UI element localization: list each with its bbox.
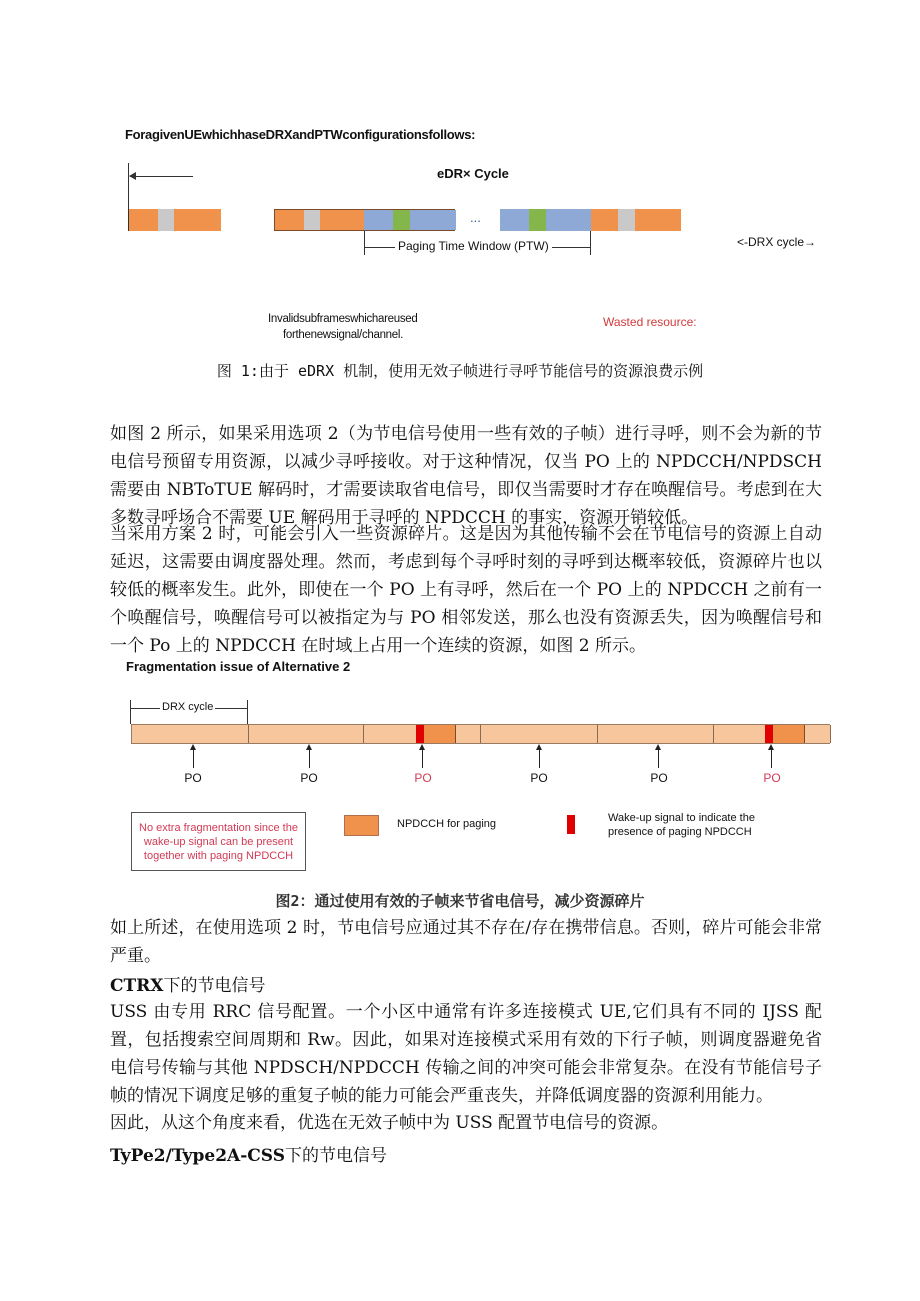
figure1-heading: ForagivenUEwhichhaseDRXandPTWconfigurationsfollows:: [125, 127, 476, 142]
heading-ctrx-rest: 下的节电信号: [163, 976, 266, 996]
po-label-paging: PO: [763, 771, 781, 785]
po-label: PO: [530, 771, 548, 785]
heading-ctrx: [110, 971, 266, 996]
po-label: PO: [300, 771, 318, 785]
po-arrow-icon: [539, 746, 540, 768]
paragraph-3: 如上所述，在使用选项 2 时，节电信号应通过其不存在/存在携带信息。否则，碎片可能会非常严重。: [110, 918, 822, 966]
po-arrow-icon: [422, 746, 423, 768]
po-arrow-icon: [309, 746, 310, 768]
po-label-paging: PO: [414, 771, 432, 785]
heading-css-bold: TyPe2/Type2A-CSS: [110, 1146, 285, 1166]
ptw-label: Paging Time Window (PTW): [395, 239, 552, 253]
legend-wakeup-swatch: [567, 815, 575, 834]
ptw-end-line: [590, 231, 591, 255]
timeline-bar: [131, 724, 830, 744]
drx-start-line: [130, 700, 131, 724]
heading-ctrx-bold: CTRX: [110, 976, 164, 996]
invalid-subframes-note: [268, 311, 418, 343]
arrow-left-icon: [129, 172, 136, 180]
paragraph-4: USS 由专用 RRC 信号配置。一个小区中通常有许多连接模式 UE,它们具有不同的 IJSS 配置，包括搜索空间周期和 Rw。因此，如果对连接模式采用有效的下行子帧，则调度器避免省电信号传输与其他 NPDSCH/NPDCCH 传输之间的冲突可能会非常复杂。在没有节能信号子帧的情况下调度足够的重复子帧的能力可能会严重丧失，并降低调度器的资源利用能力。: [110, 1002, 822, 1106]
ellipsis: ...: [470, 210, 481, 225]
po-arrow-icon: [771, 746, 772, 768]
figure1-cycle-arrow: [130, 176, 193, 177]
po-label: PO: [184, 771, 202, 785]
heading-css-rest: 下的节电信号: [285, 1146, 387, 1166]
legend-wakeup-label: Wake-up signal to indicate the presence of paging NPDCCH: [608, 812, 755, 838]
po-arrow-icon: [658, 746, 659, 768]
drx-cycle-label: <-DRX cycle→: [737, 235, 817, 249]
figure1-caption: 图 1:由于 eDRX 机制，使用无效子帧进行寻呼节能信号的资源浪费示例: [216, 362, 704, 380]
drx-end-line: [247, 700, 248, 724]
fragmentation-note-box: No extra fragmentation since the wake-up signal can be present together with paging NPDCCH: [131, 812, 306, 871]
heading-css: [110, 1141, 387, 1166]
po-label: PO: [650, 771, 668, 785]
ptw-start-line: [364, 231, 365, 255]
po-arrow-icon: [193, 746, 194, 768]
subframe-bar-1: [129, 209, 221, 231]
edrx-cycle-label: eDR× Cycle: [437, 166, 509, 181]
wasted-resource-label: Wasted resource:: [603, 315, 697, 329]
invalid-note-line2: forthenewsignal/channel.: [283, 329, 404, 341]
invalid-note-line1: Invalidsubframeswhichareused: [268, 313, 418, 325]
paragraph-5: 因此，从这个角度来看，优选在无效子帧中为 USS 配置节电信号的资源。: [110, 1113, 669, 1133]
legend-npdcch-label: NPDCCH for paging: [397, 818, 497, 830]
subframe-bar-2: [274, 209, 455, 231]
figure2-caption: 图2：通过使用有效的子帧来节省电信号，减少资源碎片: [275, 892, 645, 910]
drx-cycle-label: DRX cycle: [162, 701, 214, 713]
subframe-bar-3: [500, 209, 681, 231]
legend-npdcch-swatch: [344, 815, 379, 836]
figure2-heading: Fragmentation issue of Alternative 2: [126, 659, 351, 674]
paragraph-2: 当采用方案 2 时，可能会引入一些资源碎片。这是因为其他传输不会在节电信号的资源上自动延迟，这需要由调度器处理。然而，考虑到每个寻呼时刻的寻呼到达概率较低，资源碎片也以较低的概率发生。此外，即使在一个 PO 上有寻呼，然后在一个 PO 上的 NPDCCH 之前有一个唤醒信号，唤醒信号可以被指定为与 PO 相邻发送，那么也没有资源丢失，因为唤醒信号和一个 Po 上的 NPDCCH 在时域上占用一个连续的资源，如图 2 所示。: [110, 524, 822, 656]
paragraph-1: 如图 2 所示，如果采用选项 2（为节电信号使用一些有效的子帧）进行寻呼，则不会为新的节电信号预留专用资源，以减少寻呼接收。对于这种情况，仅当 PO 上的 NPDCCH/NPDSCH 需要由 NBToTUE 解码时，才需要读取省电信号，即仅当需要时才存在唤醒信号。考虑到在大多数寻呼场合不需要 UE 解码用于寻呼的 NPDCCH 的事实，资源开销较低。: [110, 424, 822, 528]
